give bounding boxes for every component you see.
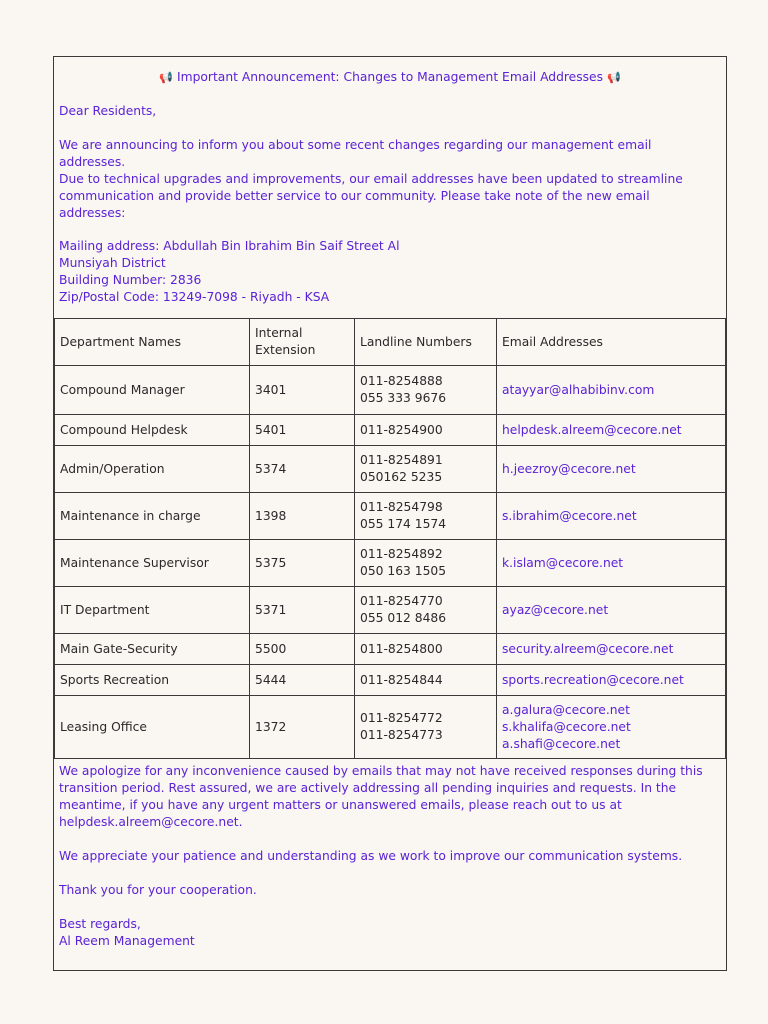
extension-cell: 3401: [250, 366, 355, 415]
landline-cell-line: 011-8254798: [360, 500, 443, 514]
email-cell: [497, 415, 726, 446]
email-cell: [497, 540, 726, 587]
table-row: [55, 493, 726, 540]
landline-cell-line: 055 174 1574: [360, 517, 447, 531]
landline-cell-line: 011-8254891: [360, 453, 443, 467]
email-cell-line[interactable]: s.ibrahim@cecore.net: [502, 508, 637, 523]
email-cell-line[interactable]: k.islam@cecore.net: [502, 555, 624, 570]
email-cell-line[interactable]: atayyar@alhabibinv.com: [502, 382, 655, 397]
extension-cell: 5375: [250, 540, 355, 587]
department-cell: Main Gate-Security: [55, 634, 250, 665]
landline-cell: [355, 366, 497, 415]
email-cell: [497, 634, 726, 665]
landline-cell-line: 011-8254888: [360, 374, 443, 388]
landline-cell-line: 011-8254800: [360, 641, 443, 656]
closing-paragraph-1: We apologize for any inconvenience caused by emails that may not have received responses during this transition period. Rest assured, we are actively addressing all pending inquiries and requests. In the meantime, if you have any urgent matters or unanswered emails, please reach out to us at helpdesk.alreem@cecore.net.: [59, 764, 703, 829]
email-cell: [497, 696, 726, 759]
header-extension: Internal Extension: [250, 319, 355, 366]
closing-paragraph-2: We appreciate your patience and understanding as we work to improve our communication systems.: [59, 849, 683, 863]
table-row: [55, 540, 726, 587]
extension-cell: 5401: [250, 415, 355, 446]
closing-paragraph-3: Thank you for your cooperation.: [59, 883, 257, 897]
announcement-title: Important Announcement: Changes to Management Email Addresses: [176, 70, 604, 84]
department-cell: Maintenance Supervisor: [55, 540, 250, 587]
table-row: [55, 696, 726, 759]
extension-cell: 1398: [250, 493, 355, 540]
megaphone-icon: 📢: [606, 71, 621, 84]
signature: Al Reem Management: [59, 934, 195, 948]
extension-cell: 5500: [250, 634, 355, 665]
email-cell-line[interactable]: h.jeezroy@cecore.net: [502, 461, 636, 476]
email-cell-line[interactable]: helpdesk.alreem@cecore.net: [502, 422, 682, 437]
regards: Best regards,: [59, 917, 141, 931]
email-cell-line[interactable]: a.galura@cecore.net: [502, 702, 630, 717]
contacts-table: [54, 318, 726, 759]
mailing-address: [59, 238, 459, 306]
email-cell: [497, 665, 726, 696]
table-body: [55, 366, 726, 759]
department-cell: Admin/Operation: [55, 446, 250, 493]
announcement-document: [53, 56, 727, 971]
address-line: Mailing address: Abdullah Bin Ibrahim Bin Saif Street Al: [59, 239, 400, 253]
extension-cell: 5444: [250, 665, 355, 696]
header-landline: Landline Numbers: [355, 319, 497, 366]
landline-cell: [355, 587, 497, 634]
landline-cell-line: 011-8254770: [360, 594, 443, 608]
department-cell: IT Department: [55, 587, 250, 634]
extension-cell: 1372: [250, 696, 355, 759]
department-cell: Leasing Office: [55, 696, 250, 759]
address-line: Munsiyah District: [59, 256, 166, 270]
landline-cell-line: 055 012 8486: [360, 611, 447, 625]
email-cell: [497, 366, 726, 415]
greeting: Dear Residents,: [59, 104, 157, 118]
landline-cell: [355, 634, 497, 665]
landline-cell-line: 050162 5235: [360, 470, 443, 484]
landline-cell-line: 011-8254773: [360, 728, 443, 742]
landline-cell-line: 055 333 9676: [360, 391, 447, 405]
landline-cell-line: 011-8254844: [360, 672, 443, 687]
table-row: [55, 587, 726, 634]
landline-cell-line: 011-8254772: [360, 711, 443, 725]
header-email: Email Addresses: [497, 319, 726, 366]
department-cell: Compound Helpdesk: [55, 415, 250, 446]
extension-cell: 5371: [250, 587, 355, 634]
email-cell-line[interactable]: security.alreem@cecore.net: [502, 641, 674, 656]
landline-cell: [355, 665, 497, 696]
address-line: Zip/Postal Code: 13249-7098 - Riyadh - KSA: [59, 290, 330, 304]
address-line: Building Number: 2836: [59, 273, 202, 287]
email-cell-line[interactable]: a.shafi@cecore.net: [502, 736, 621, 751]
table-row: [55, 634, 726, 665]
landline-cell: [355, 415, 497, 446]
table-row: [55, 415, 726, 446]
table-header-row: [55, 319, 726, 366]
email-cell: [497, 587, 726, 634]
department-cell: Sports Recreation: [55, 665, 250, 696]
closing-section: [59, 763, 724, 950]
email-cell-line[interactable]: sports.recreation@cecore.net: [502, 672, 684, 687]
email-cell-line[interactable]: ayaz@cecore.net: [502, 602, 609, 617]
email-cell: [497, 446, 726, 493]
intro-paragraph-1: We are announcing to inform you about some recent changes regarding our management email addresses.: [59, 138, 652, 169]
email-cell: [497, 493, 726, 540]
table-row: [55, 366, 726, 415]
header-department: Department Names: [55, 319, 250, 366]
department-cell: Compound Manager: [55, 366, 250, 415]
megaphone-icon: 📢: [159, 71, 174, 84]
table-row: [55, 446, 726, 493]
landline-cell: [355, 540, 497, 587]
intro-paragraph-2: Due to technical upgrades and improvements, our email addresses have been updated to streamline communication and provide better service to our community. Please take note of the new email addresses:: [59, 172, 683, 220]
announcement-title-line: [54, 69, 726, 86]
landline-cell-line: 011-8254900: [360, 422, 443, 437]
landline-cell: [355, 446, 497, 493]
table-row: [55, 665, 726, 696]
department-cell: Maintenance in charge: [55, 493, 250, 540]
landline-cell: [355, 696, 497, 759]
landline-cell-line: 011-8254892: [360, 547, 443, 561]
landline-cell: [355, 493, 497, 540]
landline-cell-line: 050 163 1505: [360, 564, 447, 578]
intro-section: [54, 57, 726, 318]
email-cell-line[interactable]: s.khalifa@cecore.net: [502, 719, 631, 734]
extension-cell: 5374: [250, 446, 355, 493]
